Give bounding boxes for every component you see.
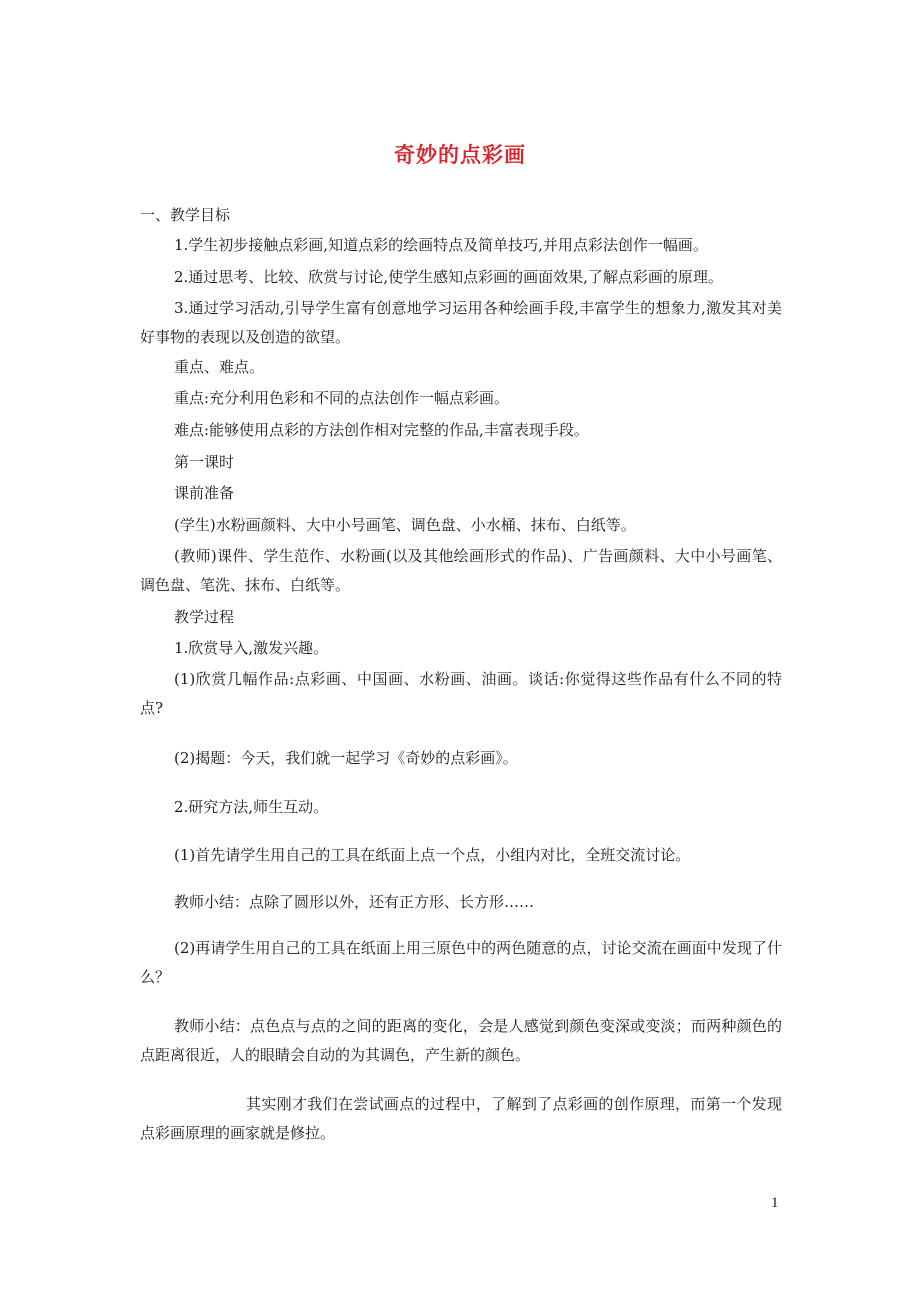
teacher-materials: (教师)课件、学生范作、水粉画(以及其他绘画形式的作品)、广告画颜料、大中小号画笔、调色盘、笔洗、抹布、白纸等。 bbox=[140, 547, 782, 594]
objective-1: 1.学生初步接触点彩画,知道点彩的绘画特点及简单技巧,并用点彩法创作一幅画。 bbox=[174, 236, 708, 254]
closing-paragraph: 其实刚才我们在尝试画点的过程中，了解到了点彩画的创作原理，而第一个发现点彩画原理的画家就是修拉。 bbox=[140, 1095, 782, 1142]
process-heading: 教学过程 bbox=[174, 608, 235, 626]
document-title: 奇妙的点彩画 bbox=[394, 142, 526, 167]
step-1-heading: 1.欣赏导入,激发兴趣。 bbox=[174, 639, 329, 657]
step-2-heading: 2.研究方法,师生互动。 bbox=[174, 798, 329, 816]
preparation-heading: 课前准备 bbox=[174, 484, 235, 502]
key-point: 重点:充分利用色彩和不同的点法创作一幅点彩画。 bbox=[174, 389, 510, 407]
lesson-heading: 第一课时 bbox=[174, 453, 235, 471]
objective-3: 3.通过学习活动,引导学生富有创意地学习运用各种绘画手段,丰富学生的想象力,激发其对美好事物的表现以及创造的欲望。 bbox=[140, 299, 782, 346]
step-1-item-1: (1)欣赏几幅作品:点彩画、中国画、水粉画、油画。谈话:你觉得这些作品有什么不同的特点? bbox=[140, 670, 782, 717]
step-2-item-2: (2)再请学生用自己的工具在纸面上用三原色中的两色随意的点，讨论交流在画面中发现了什么？ bbox=[140, 939, 782, 986]
difficult-point: 难点:能够使用点彩的方法创作相对完整的作品,丰富表现手段。 bbox=[174, 421, 589, 439]
section-heading-objectives: 一、教学目标 bbox=[140, 206, 231, 224]
key-difficult-heading: 重点、难点。 bbox=[174, 358, 265, 376]
objective-2: 2.通过思考、比较、欣赏与讨论,使学生感知点彩画的画面效果,了解点彩画的原理。 bbox=[174, 268, 723, 286]
teacher-summary-2: 教师小结：点色点与点的之间的距离的变化，会是人感觉到颜色变深或变淡；而两种颜色的点距离很近，人的眼睛会自动的为其调色，产生新的颜色。 bbox=[140, 1017, 782, 1064]
teacher-summary-1: 教师小结：点除了圆形以外，还有正方形、长方形…… bbox=[174, 893, 535, 911]
page-number: 1 bbox=[771, 1195, 779, 1211]
step-1-item-2: (2)揭题：今天，我们就一起学习《奇妙的点彩画》。 bbox=[174, 749, 518, 767]
step-2-item-1: (1)首先请学生用自己的工具在纸面上点一个点，小组内对比，全班交流讨论。 bbox=[174, 846, 691, 864]
student-materials: (学生)水粉画颜料、大中小号画笔、调色盘、小水桶、抹布、白纸等。 bbox=[174, 516, 636, 534]
